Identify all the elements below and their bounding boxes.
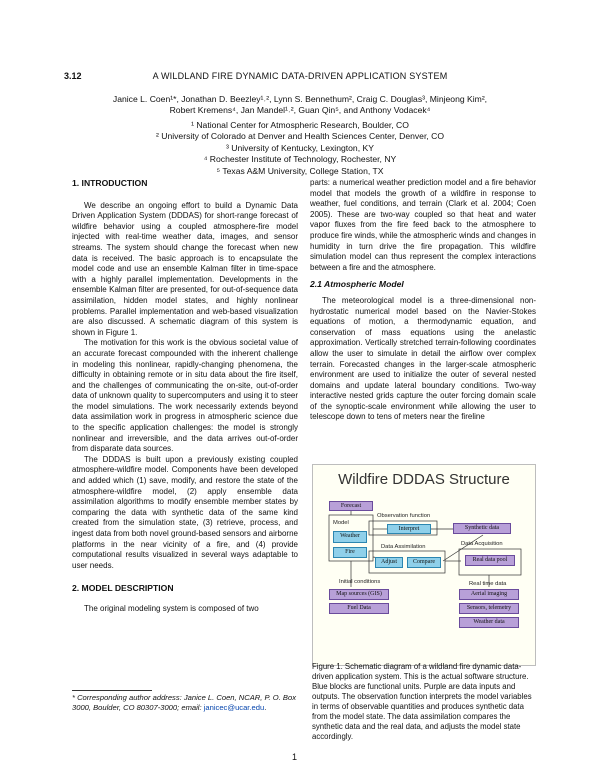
interpret-box: Interpret <box>387 524 431 534</box>
figure-title: Wildfire DDDAS Structure <box>338 471 510 488</box>
adjust-box: Adjust <box>375 557 403 568</box>
footnote-divider <box>72 690 152 691</box>
section-heading-model-description: 2. MODEL DESCRIPTION <box>72 583 174 594</box>
paper-header <box>64 71 536 81</box>
affiliation: ⁴ Rochester Institute of Technology, Rochester, NY <box>203 154 397 165</box>
synthetic-data-box: Synthetic data <box>453 523 511 534</box>
paper-title: A WILDLAND FIRE DYNAMIC DATA-DRIVEN APPLICATION SYSTEM <box>152 71 448 81</box>
left-column <box>72 178 298 615</box>
affiliation-list <box>110 120 490 177</box>
paragraph: We describe an ongoing effort to build a Dynamic Data Driven Application System (DDDAS) for short-range forecast of wildfire behavior using a coupled atmosphere-fire model injected with real-time weather data, images, and sensor streams. The system should change the forecast when new data is received. The basic approach is to encapsulate the model code and use an ensemble Kalman filter in time-space with a highly parallel implementation. Developments in the ensemble Kalman filter are presented, for out-of-sequence data assimilation, hidden model states, and highly nonlinear problems. Parallel implementation and web-based visualization are also discussed. A schematic diagram of this system is shown in Figure 1. <box>72 200 298 337</box>
affiliation: ¹ National Center for Atmospheric Research, Boulder, CO <box>191 120 409 130</box>
fuel-data-box: Fuel Data <box>329 603 389 614</box>
model-label: Model <box>333 520 349 526</box>
aerial-imaging-box: Aerial imaging <box>459 589 519 600</box>
map-sources-box: Map sources (GIS) <box>329 589 389 600</box>
paragraph: The original modeling system is composed of two <box>84 603 259 613</box>
figure-diagram <box>312 464 536 666</box>
footnote-text: * Corresponding author address: Janice L. Coen, NCAR, P. O. Box 3000, Boulder, CO 80307-3000; email: <box>72 693 296 712</box>
paragraph: The DDDAS is built upon a previously existing coupled atmosphere-wildfire model. Components have been developed and added which (1) save, modify, and restore the state of the atmosphere-wildfire model, (2) apply ensemble data assimilation algorithms to modify ensemble member states by comparing the data with synthetic data of the same kind created from the simulation state, (3) retrieve, process, and ingest data from both novel ground-based sensors and airborne platforms in the near vicinity of a fire, and (4) provide computational results visualized in several ways adaptable to user needs. <box>72 454 298 570</box>
figure-caption: Figure 1. Schematic diagram of a wildland fire dynamic data-driven application system. This is the actual software structure. Blue blocks are functional units. Purple are data inputs and outputs. The observation function interprets the model variables in terms of observable quantities and produces synthetic data from the model state. The data assimilation compares the synthetic data and the real data, and adjusts the model state accordingly. <box>312 662 532 741</box>
sensors-box: Sensors, telemetry <box>459 603 519 614</box>
subsection-heading-atmospheric-model: 2.1 Atmospheric Model <box>310 279 404 290</box>
data-acquisition-label: Data Acquisition <box>461 541 503 547</box>
weather-box: Weather <box>333 531 367 543</box>
observation-function-label: Observation function <box>377 513 431 519</box>
fire-box: Fire <box>333 547 367 558</box>
page-number: 1 <box>292 752 298 762</box>
email-link[interactable]: janicec@ucar.edu <box>203 703 265 712</box>
section-heading-introduction: 1. INTRODUCTION <box>72 178 148 188</box>
forecast-box: Forecast <box>329 501 373 511</box>
right-column <box>310 178 536 423</box>
author-list: Janice L. Coen¹*, Jonathan D. Beezley¹˒², Lynn S. Bennethum², Craig C. Douglas³, Minjeong Kim², Robert Kremens⁴, Jan Mandel¹˒², Guan Qin⁵, and Anthony Vodacek⁴ <box>112 94 488 115</box>
paragraph: The motivation for this work is the obvious societal value of an accurate forecast compounded with the inherent challenge in modeling this nonlinear, rapidly-changing phenomena, the difficulty in obtaining remote or in situ data about the fire itself, and the challenges of communicating the on-site, out-of-order data of unknown quality to supercomputers and using it to steer the model simulations. The work necessarily extends beyond data assimilation work in progress in atmospheric science due to the specific application challenges: the model is strongly nonlinear and irreversible, and the data arrives out-of-order from disparate data sources. <box>72 338 298 454</box>
real-time-data-label: Real time data <box>469 581 507 587</box>
paragraph: The meteorological model is a three-dimensional non-hydrostatic numerical model based on the Navier-Stokes equations of motion, a thermodynamic equation, and conservation of mass equations using the anelastic approximation. Vertically stretched terrain-following coordinates allow the user to simulate in detail the airflow over complex terrain. Forecasted changes in the larger-scale atmospheric environment are used to initialize the outer of several nested domains and update lateral boundary conditions. Two-way interactive nested grids capture the outer forcing domain scale of the synoptic-scale environment while allowing the user to telescope down to tens of meters near the fireline <box>310 295 536 422</box>
paragraph: parts: a numerical weather prediction model and a fire behavior model that models the growth of a wildfire in response to weather, fuel conditions, and terrain (Clark et al. 2004; Coen 2005). These are two-way coupled so that heat and water vapor fluxes from the fire feed back to the atmosphere to produce fire winds, while the atmospheric winds and changes in humidity in turn drive the fire propagation. This wildfire simulation model can thus represent the complex interactions between a fire and the atmosphere. <box>310 178 536 272</box>
footnote: * Corresponding author address: Janice L. Coen, NCAR, P. O. Box 3000, Boulder, CO 80307-3000; email: janicec@ucar.edu. <box>72 693 296 712</box>
compare-box: Compare <box>407 557 441 568</box>
initial-conditions-label: Initial conditions <box>339 579 381 585</box>
affiliation: ³ University of Kentucky, Lexington, KY <box>226 142 374 153</box>
affiliation: ⁵ Texas A&M University, College Station, TX <box>216 165 384 176</box>
affiliation: ² University of Colorado at Denver and Health Sciences Center, Denver, CO <box>155 131 445 142</box>
data-assimilation-label: Data Assimilation <box>381 544 426 550</box>
weather-data-box: Weather data <box>459 617 519 628</box>
real-data-pool-box: Real data pool <box>465 555 515 566</box>
paper-number: 3.12 <box>64 71 82 81</box>
